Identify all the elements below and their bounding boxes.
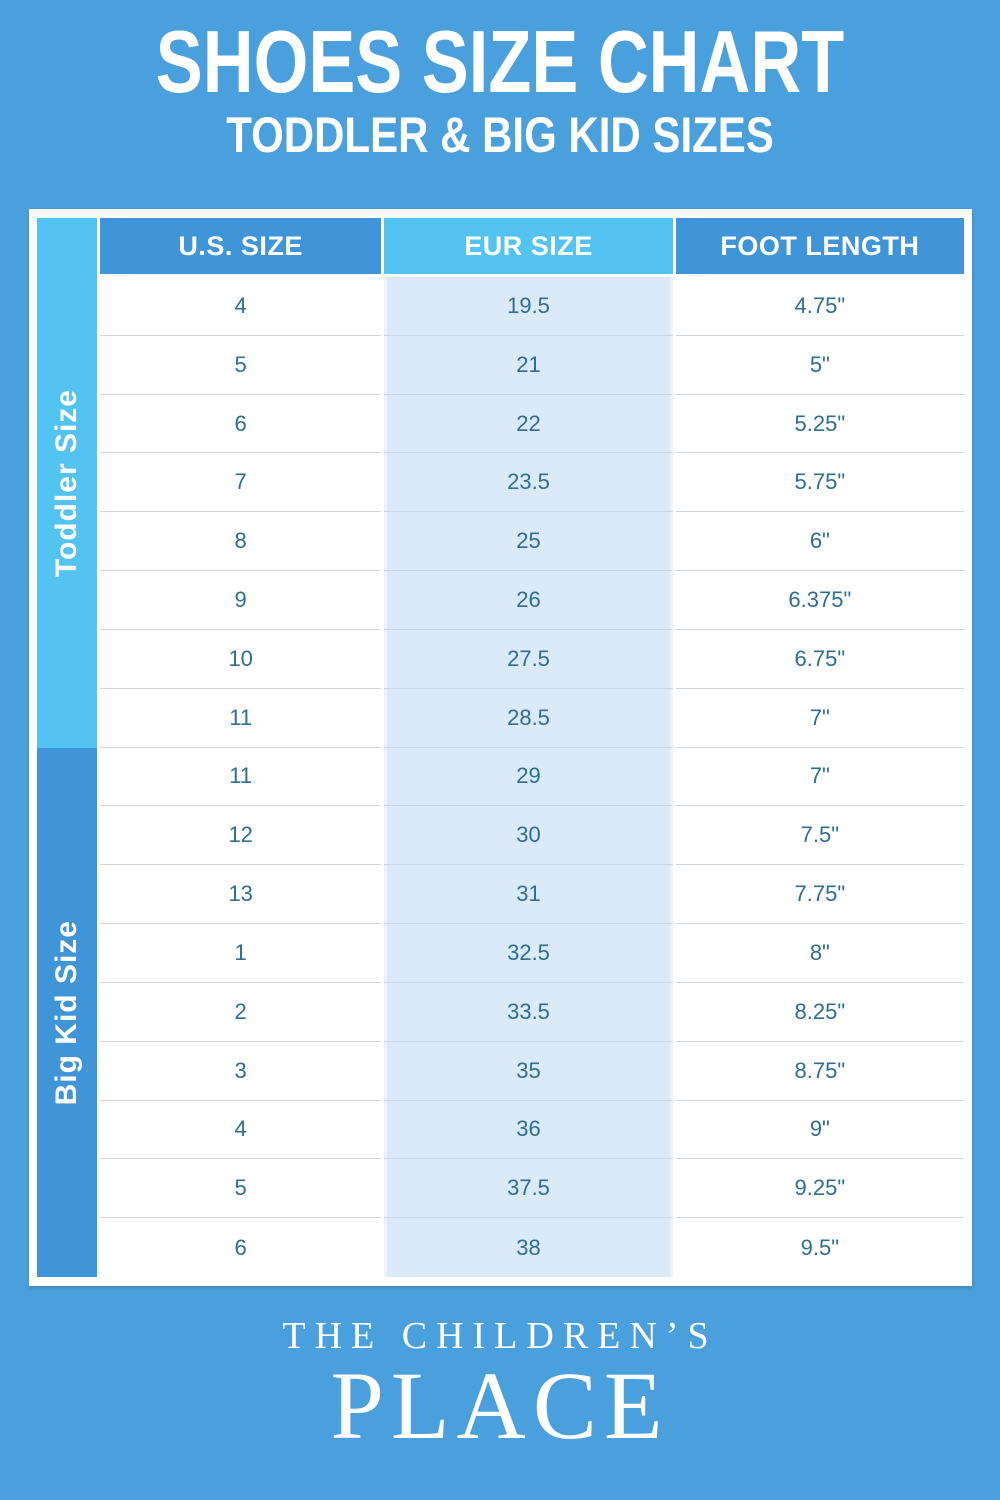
foot-length-cell: 5.75": [676, 453, 964, 512]
eur-size-cell: 28.5: [384, 689, 672, 748]
foot-length-cell: 5.25": [676, 395, 964, 454]
foot-length-cell: 4.75": [676, 277, 964, 336]
column-header-foot-length: FOOT LENGTH: [676, 218, 964, 277]
us-size-cell: 11: [100, 689, 381, 748]
eur-size-cell: 37.5: [384, 1159, 672, 1218]
eur-size-cell: 21: [384, 336, 672, 395]
foot-length-cell: 7.75": [676, 865, 964, 924]
brand-line2: PLACE: [330, 1351, 670, 1459]
us-size-cell: 7: [100, 453, 381, 512]
size-table-grid: [37, 218, 964, 1277]
eur-size-cell: 29: [384, 748, 672, 807]
foot-length-cell: 8.75": [676, 1042, 964, 1101]
us-size-cell: 5: [100, 336, 381, 395]
eur-size-cell: 22: [384, 395, 672, 454]
us-size-cell: 12: [100, 806, 381, 865]
us-size-cell: 5: [100, 1159, 381, 1218]
foot-length-cell: 7": [676, 689, 964, 748]
title-block: [0, 12, 1000, 163]
us-size-cell: 13: [100, 865, 381, 924]
eur-size-cell: 25: [384, 512, 672, 571]
foot-length-cell: 5": [676, 336, 964, 395]
us-size-cell: 2: [100, 983, 381, 1042]
us-size-cell: 4: [100, 277, 381, 336]
section-strip-bigkid: [37, 748, 97, 1277]
eur-size-cell: 33.5: [384, 983, 672, 1042]
us-size-cell: 11: [100, 748, 381, 807]
eur-size-cell: 23.5: [384, 453, 672, 512]
brand-line1: THE CHILDREN’S: [282, 1315, 718, 1357]
eur-size-cell: 26: [384, 571, 672, 630]
eur-size-cell: 35: [384, 1042, 672, 1101]
eur-size-cell: 30: [384, 806, 672, 865]
us-size-cell: 8: [100, 512, 381, 571]
page-subtitle: TODDLER & BIG KID SIZES: [226, 107, 774, 163]
brand-logo: [0, 1315, 1000, 1459]
eur-size-cell: 19.5: [384, 277, 672, 336]
section-label-bigkid: Big Kid Size: [50, 919, 83, 1105]
us-size-cell: 6: [100, 1218, 381, 1277]
foot-length-cell: 7": [676, 748, 964, 807]
size-chart-table: [29, 209, 972, 1286]
column-header-us-size: U.S. SIZE: [100, 218, 381, 277]
eur-size-cell: 38: [384, 1218, 672, 1277]
eur-size-cell: 32.5: [384, 924, 672, 983]
us-size-cell: 9: [100, 571, 381, 630]
foot-length-cell: 7.5": [676, 806, 964, 865]
foot-length-cell: 8.25": [676, 983, 964, 1042]
eur-size-cell: 36: [384, 1101, 672, 1160]
foot-length-cell: 6.375": [676, 571, 964, 630]
eur-size-cell: 31: [384, 865, 672, 924]
foot-length-cell: 8": [676, 924, 964, 983]
us-size-cell: 6: [100, 395, 381, 454]
foot-length-cell: 9.5": [676, 1218, 964, 1277]
foot-length-cell: 9": [676, 1101, 964, 1160]
column-header-eur-size: EUR SIZE: [384, 218, 672, 277]
us-size-cell: 3: [100, 1042, 381, 1101]
us-size-cell: 4: [100, 1101, 381, 1160]
foot-length-cell: 6": [676, 512, 964, 571]
section-label-toddler: Toddler Size: [50, 388, 83, 577]
foot-length-cell: 6.75": [676, 630, 964, 689]
us-size-cell: 1: [100, 924, 381, 983]
us-size-cell: 10: [100, 630, 381, 689]
section-strip-toddler: [37, 218, 97, 748]
foot-length-cell: 9.25": [676, 1159, 964, 1218]
eur-size-cell: 27.5: [384, 630, 672, 689]
page-title: SHOES SIZE CHART: [155, 12, 845, 111]
